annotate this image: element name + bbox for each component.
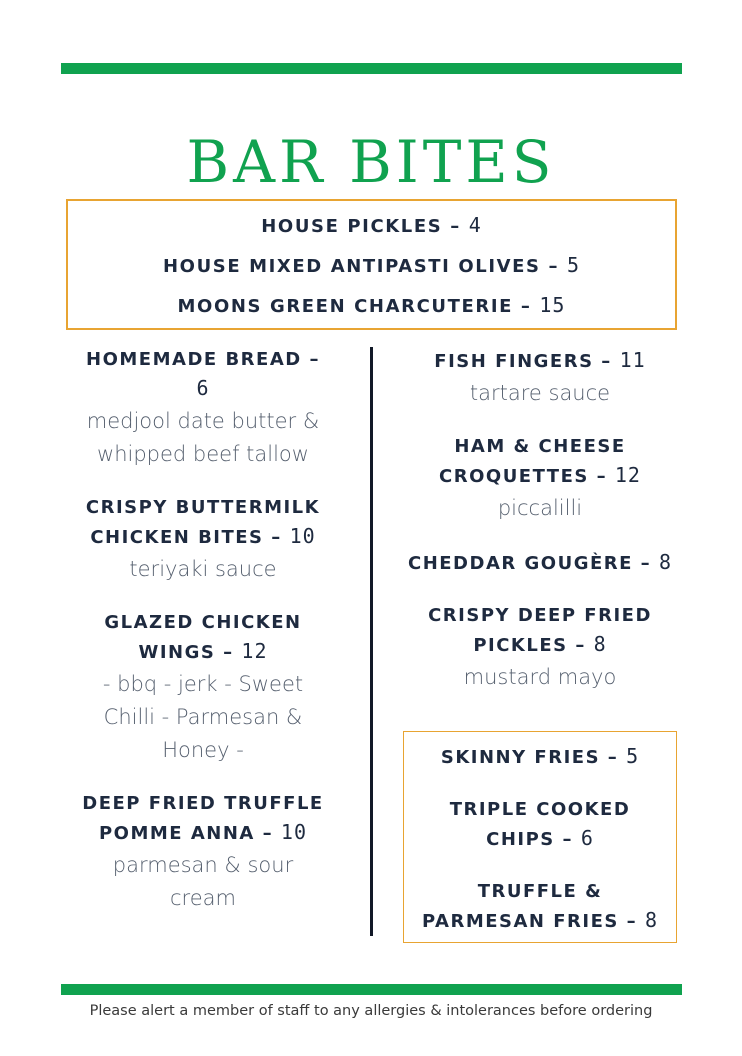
item-description: tartare sauce bbox=[469, 381, 611, 405]
page-title: BAR BITES bbox=[186, 127, 556, 196]
menu-item bbox=[80, 494, 326, 586]
item-name: CRISPY BUTTERMILK CHICKEN BITES – bbox=[85, 497, 321, 548]
column-divider bbox=[370, 347, 373, 936]
item-price: 6 bbox=[580, 826, 594, 850]
item-price: 11 bbox=[619, 348, 646, 372]
item-name: CHEDDAR GOUGÈRE – bbox=[407, 553, 652, 574]
item-heading bbox=[405, 602, 675, 660]
item-description: parmesan & sour cream bbox=[112, 853, 294, 910]
item-name: MOONS GREEN CHARCUTERIE – bbox=[177, 296, 532, 317]
sides-box bbox=[403, 731, 677, 943]
menu-item bbox=[405, 548, 675, 578]
item-price: 12 bbox=[241, 639, 268, 663]
item-name: CRISPY DEEP FRIED PICKLES – bbox=[428, 605, 652, 656]
item-description: piccalilli bbox=[497, 496, 583, 520]
item-name: TRIPLE COOKED CHIPS – bbox=[449, 799, 631, 850]
item-name: HOUSE PICKLES – bbox=[261, 216, 461, 237]
menu-item bbox=[80, 609, 326, 767]
item-price: 10 bbox=[280, 820, 307, 844]
item-heading bbox=[80, 790, 326, 848]
menu-item bbox=[80, 790, 326, 915]
side-item bbox=[404, 742, 676, 772]
menu-item bbox=[405, 433, 675, 525]
item-name: SKINNY FRIES – bbox=[440, 747, 619, 768]
bottom-green-bar bbox=[61, 984, 682, 995]
item-heading bbox=[405, 433, 675, 491]
item-description: medjool date butter & whipped beef tallow bbox=[86, 409, 320, 466]
item-heading bbox=[80, 609, 326, 667]
item-price: 8 bbox=[593, 632, 607, 656]
item-price: 12 bbox=[614, 463, 641, 487]
item-description: teriyaki sauce bbox=[129, 557, 277, 581]
item-description: - bbq - jerk - Sweet Chilli - Parmesan & Honey - bbox=[102, 672, 304, 762]
item-description: mustard mayo bbox=[463, 665, 617, 689]
item-name: HAM & CHEESE CROQUETTES – bbox=[439, 436, 626, 487]
top-green-bar bbox=[61, 63, 682, 74]
menu-item bbox=[405, 602, 675, 694]
item-name: TRUFFLE & PARMESAN FRIES – bbox=[422, 881, 638, 932]
item-price: 5 bbox=[566, 253, 580, 277]
side-item bbox=[404, 796, 676, 854]
allergy-notice: Please alert a member of staff to any allergies & intolerances before ordering bbox=[89, 1003, 653, 1019]
item-name: GLAZED CHICKEN WINGS – bbox=[104, 612, 302, 663]
item-price: 5 bbox=[626, 744, 640, 768]
item-price: 8 bbox=[658, 550, 673, 574]
featured-box bbox=[66, 199, 677, 330]
item-price: 4 bbox=[468, 213, 482, 237]
item-price: 6 bbox=[196, 376, 210, 400]
featured-item bbox=[68, 213, 675, 239]
item-name: HOMEMADE BREAD – bbox=[86, 349, 320, 370]
item-heading bbox=[80, 494, 326, 552]
featured-item bbox=[68, 253, 675, 279]
menu-item bbox=[405, 346, 675, 410]
item-price: 8 bbox=[644, 908, 658, 932]
featured-item bbox=[68, 293, 675, 319]
side-item bbox=[404, 878, 676, 936]
item-name: FISH FINGERS – bbox=[434, 351, 612, 372]
item-price: 10 bbox=[289, 524, 316, 548]
item-name: DEEP FRIED TRUFFLE POMME ANNA – bbox=[82, 793, 324, 844]
item-heading bbox=[80, 346, 326, 404]
item-name: HOUSE MIXED ANTIPASTI OLIVES – bbox=[163, 256, 560, 277]
menu-item bbox=[80, 346, 326, 471]
item-heading bbox=[405, 346, 675, 376]
item-heading bbox=[405, 548, 675, 578]
item-price: 15 bbox=[539, 293, 566, 317]
